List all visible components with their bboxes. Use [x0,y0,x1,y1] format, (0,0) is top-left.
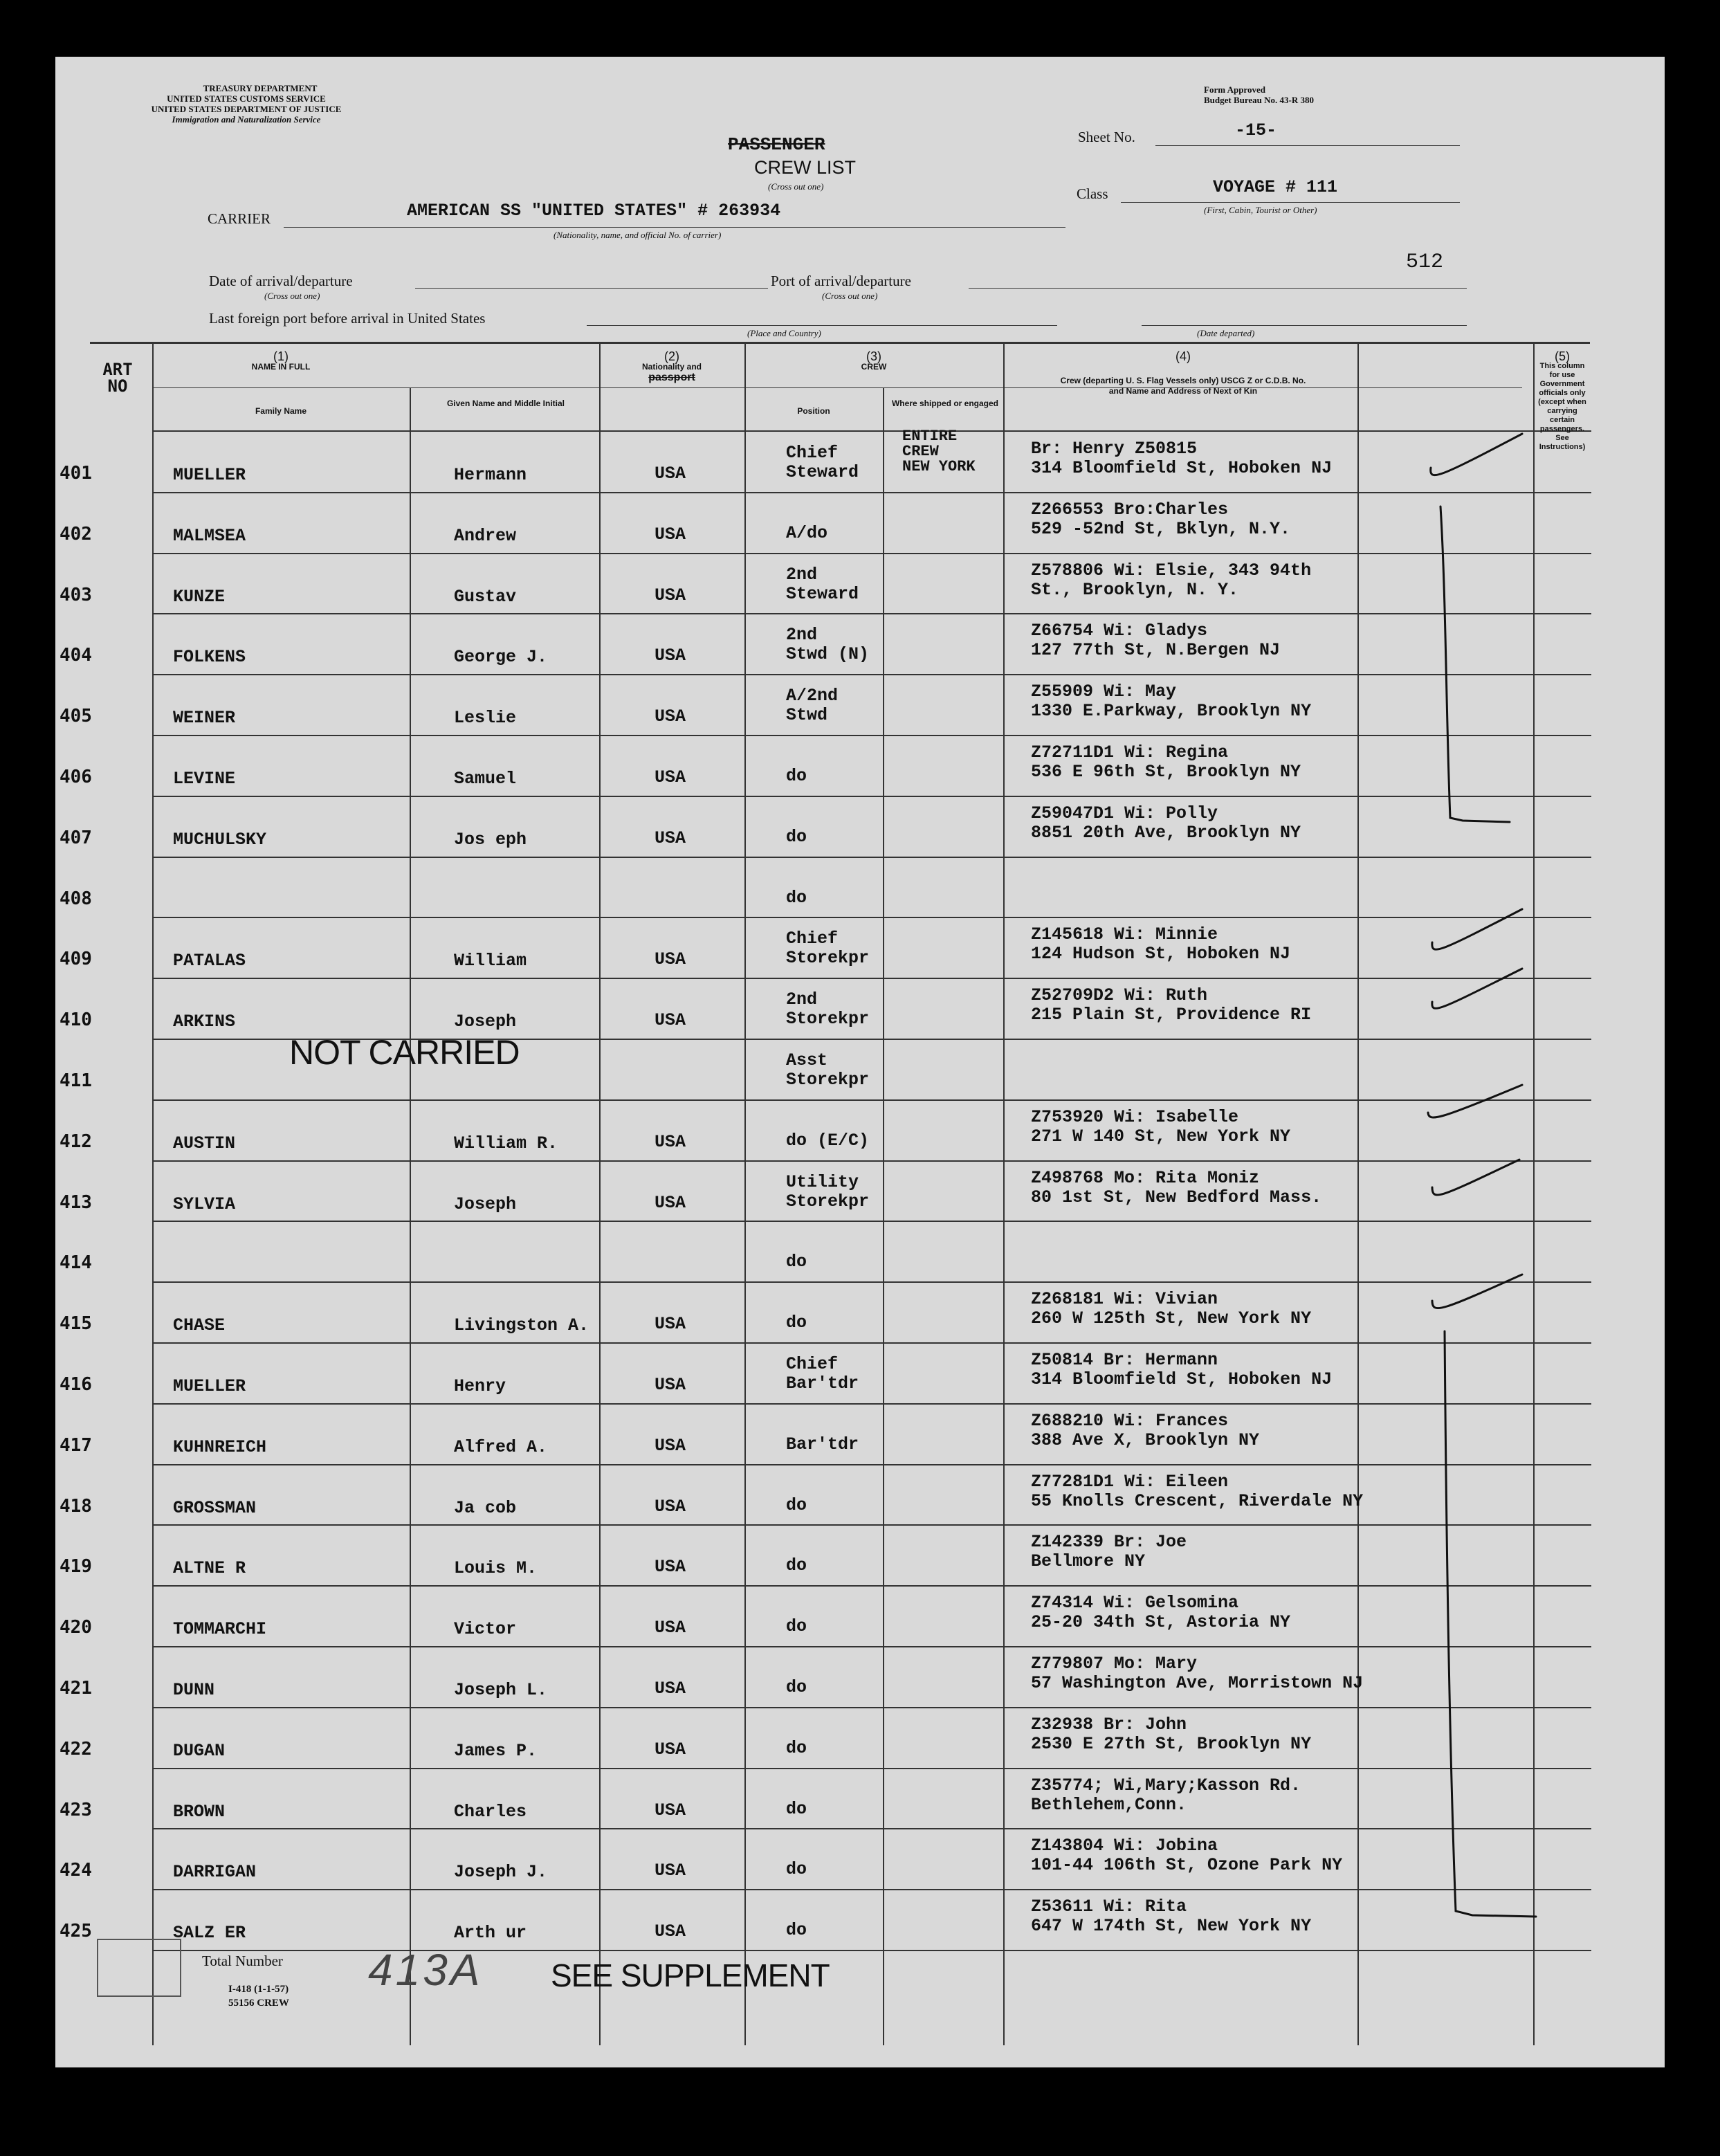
sheet-value: -15- [1235,120,1277,140]
col1-num: (1) [273,349,289,363]
position-line-2: Storekpr [786,948,870,969]
next-of-kin-line-1: Z578806 Wi: Elsie, 343 94th [1031,560,1312,581]
given-name: Livingston A. [454,1315,589,1336]
col5-title: This column for use Government officials only (except when carrying certain passengers. See Instructions) [1538,362,1586,451]
form-number: I-418 (1-1-57) [228,1984,289,1995]
family-name: CHASE [173,1315,226,1336]
row-number: 406 [60,767,92,787]
row-number: 417 [60,1434,92,1456]
next-of-kin-line-1: Z753920 Wi: Isabelle [1031,1106,1239,1127]
col3-num: (3) [866,349,881,363]
position-line-2: Storekpr [786,1070,870,1090]
given-name: Louis M. [454,1558,538,1579]
next-of-kin-line-1: Z142339 Br: Joe [1031,1532,1187,1553]
position-line-2: do [786,1677,807,1697]
next-of-kin-line-1: Z145618 Wi: Minnie [1031,924,1218,945]
row-number: 424 [60,1860,92,1881]
position-line-1: Chief [786,1354,839,1374]
given-name: Joseph [454,1012,517,1032]
col2-title: Nationality and [641,362,702,372]
given-name: Samuel [454,769,517,789]
family-name: MUELLER [173,1376,246,1396]
family-name: MALMSEA [173,525,246,546]
form-code: 55156 CREW [228,1998,289,2009]
nationality: USA [655,1375,686,1395]
given-name: Victor [454,1619,517,1640]
next-of-kin-line-1: Z59047D1 Wi: Polly [1031,803,1218,823]
art-no-label: ART NO [102,360,133,396]
where-shipped-header: Where shipped or engaged [891,399,999,408]
next-of-kin-line-2: Bethlehem,Conn. [1031,1794,1187,1815]
given-name: Gustav [454,586,517,607]
given-name: Jos eph [454,829,527,850]
row-number: 425 [60,1921,92,1942]
next-of-kin-line-2: 536 E 96th St, Brooklyn NY [1031,762,1301,782]
given-name: Andrew [454,525,517,546]
position-line-1: 2nd [786,625,818,646]
official-check-marks [55,57,1665,2067]
nationality: USA [655,1496,686,1517]
date-label: Date of arrival/departure [209,273,353,289]
next-of-kin-line-1: Z55909 Wi: May [1031,682,1177,702]
position-line-2: do (E/C) [786,1130,870,1151]
row-number: 416 [60,1374,92,1395]
page-number: 512 [1406,250,1444,274]
position-line-2: Steward [786,583,859,604]
shipped-note-line: CREW [902,443,939,460]
position-line-2: do [786,826,807,847]
not-carried-stamp: NOT CARRIED [289,1033,520,1072]
row-number: 422 [60,1738,92,1760]
port-label: Port of arrival/departure [771,273,911,289]
next-of-kin-line-1: Z268181 Wi: Vivian [1031,1289,1218,1310]
position-line-1: A/2nd [786,686,839,706]
next-of-kin-line-2: 647 W 174th St, New York NY [1031,1916,1312,1937]
family-name: MUCHULSKY [173,829,267,850]
next-of-kin-line-1: Br: Henry Z50815 [1031,439,1198,459]
handwritten-total: 413A [368,1945,483,1995]
carrier-hint: (Nationality, name, and official No. of carrier) [553,230,722,240]
col5-num: (5) [1555,349,1570,363]
nationality: USA [655,1131,686,1152]
position-line-1: Chief [786,929,839,949]
next-of-kin-line-1: Z53611 Wi: Rita [1031,1897,1187,1917]
total-number-box [97,1939,181,1997]
list-type-struck: PASSENGER [728,134,825,155]
given-name: James P. [454,1740,538,1761]
family-name: KUHNREICH [173,1436,267,1457]
family-name: KUNZE [173,586,226,607]
next-of-kin-line-2: 57 Washington Ave, Morristown NJ [1031,1673,1364,1693]
given-name: Ja cob [454,1497,517,1518]
nationality: USA [655,1679,686,1699]
col4-num: (4) [1175,349,1191,363]
next-of-kin-line-1: Z143804 Wi: Jobina [1031,1836,1218,1856]
row-number: 401 [60,463,92,484]
nationality: USA [655,585,686,605]
nationality: USA [655,706,686,727]
form-approved: Form Approved [1204,84,1265,95]
given-name: Leslie [454,708,517,729]
col2-struck: passport [648,372,695,383]
crew-list-document [55,57,1665,2067]
next-of-kin-line-1: Z52709D2 Wi: Ruth [1031,985,1208,1006]
next-of-kin-line-2: 55 Knolls Crescent, Riverdale NY [1031,1490,1364,1511]
position-line-2: do [786,1616,807,1637]
next-of-kin-line-1: Z74314 Wi: Gelsomina [1031,1593,1239,1614]
family-name-header: Family Name [255,406,307,416]
date-departed-hint: (Date departed) [1197,328,1255,338]
place-hint: (Place and Country) [747,328,821,338]
row-number: 414 [60,1252,92,1274]
agency-line: Immigration and Naturalization Service [172,114,321,125]
row-number: 415 [60,1313,92,1335]
row-number: 411 [60,1070,92,1091]
row-number: 418 [60,1495,92,1517]
given-name: Charles [454,1801,527,1822]
position-line-1: Asst [786,1050,828,1070]
family-name: SYLVIA [173,1194,236,1214]
col1-title: NAME IN FULL [251,362,311,372]
budget-bureau: Budget Bureau No. 43-R 380 [1204,95,1315,105]
position-line-2: Steward [786,462,859,482]
position-line-2: do [786,766,807,786]
last-port-label: Last foreign port before arrival in United States [209,310,486,327]
next-of-kin-line-2: 101-44 106th St, Ozone Park NY [1031,1855,1343,1876]
given-name: George J. [454,647,548,668]
row-number: 405 [60,706,92,727]
carrier-label: CARRIER [208,210,271,227]
next-of-kin-line-1: Z779807 Mo: Mary [1031,1654,1198,1674]
agency-line: UNITED STATES CUSTOMS SERVICE [167,93,326,104]
row-number: 403 [60,584,92,605]
next-of-kin-line-2: St., Brooklyn, N. Y. [1031,579,1239,600]
family-name: SALZ ER [173,1923,246,1944]
position-line-2: Stwd (N) [786,644,870,665]
next-of-kin-line-2: 260 W 125th St, New York NY [1031,1308,1312,1329]
given-name: Henry [454,1376,506,1396]
next-of-kin-line-2: 2530 E 27th St, Brooklyn NY [1031,1733,1312,1754]
row-number: 423 [60,1799,92,1820]
family-name: WEINER [173,708,236,729]
agency-line: TREASURY DEPARTMENT [203,83,318,93]
position-header: Position [797,406,830,416]
position-line-2: do [786,1252,807,1272]
nationality: USA [655,1800,686,1820]
class-label: Class [1077,185,1108,202]
row-number: 420 [60,1617,92,1638]
position-line-2: do [786,1859,807,1880]
family-name: ALTNE R [173,1558,246,1579]
given-name: William [454,951,527,971]
next-of-kin-line-2: 25-20 34th St, Astoria NY [1031,1612,1291,1633]
position-line-2: do [786,887,807,908]
row-number: 410 [60,1010,92,1031]
position-line-2: Bar'tdr [786,1373,859,1394]
next-of-kin-line-1: Z35774; Wi,Mary;Kasson Rd. [1031,1775,1301,1796]
next-of-kin-line-2: 8851 20th Ave, Brooklyn NY [1031,822,1301,843]
position-line-2: Stwd [786,705,828,726]
position-line-2: Storekpr [786,1009,870,1030]
agency-line: UNITED STATES DEPARTMENT OF JUSTICE [151,104,342,114]
cross-out-hint: (Cross out one) [768,181,824,192]
carrier-value: AMERICAN SS "UNITED STATES" # 263934 [407,201,781,221]
class-hint: (First, Cabin, Tourist or Other) [1204,205,1317,215]
family-name: ARKINS [173,1012,236,1032]
position-line-2: do [786,1313,807,1333]
nationality: USA [655,1435,686,1456]
position-line-1: 2nd [786,989,818,1010]
row-number: 419 [60,1556,92,1578]
row-number: 413 [60,1191,92,1213]
position-line-2: do [786,1495,807,1515]
col4-title: Crew (departing U. S. Flag Vessels only) USCG Z or C.D.B. No. and Name and Address of Next of Kin [1060,376,1306,396]
next-of-kin-line-2: 1330 E.Parkway, Brooklyn NY [1031,701,1312,722]
nationality: USA [655,1739,686,1760]
col2-num: (2) [664,349,679,363]
given-name: Arth ur [454,1923,527,1944]
given-name: Alfred A. [454,1436,548,1457]
family-name: GROSSMAN [173,1497,257,1518]
position-line-2: Bar'tdr [786,1434,859,1454]
nationality: USA [655,1921,686,1942]
row-number: 402 [60,523,92,545]
next-of-kin-line-1: Z32938 Br: John [1031,1714,1187,1735]
given-name: Joseph L. [454,1680,548,1700]
family-name: DARRIGAN [173,1862,257,1883]
position-line-2: do [786,1737,807,1758]
row-number: 409 [60,949,92,970]
nationality: USA [655,1618,686,1638]
given-name: William R. [454,1133,558,1153]
nationality: USA [655,464,686,484]
family-name: MUELLER [173,465,246,485]
given-name: Joseph [454,1194,517,1214]
family-name: DUGAN [173,1740,226,1761]
see-supplement-stamp: SEE SUPPLEMENT [551,1957,830,1993]
next-of-kin-line-1: Z688210 Wi: Frances [1031,1410,1229,1431]
next-of-kin-line-1: Z77281D1 Wi: Eileen [1031,1471,1229,1492]
row-number: 407 [60,827,92,848]
next-of-kin-line-1: Z266553 Bro:Charles [1031,499,1229,520]
shipped-note-line: NEW YORK [902,458,976,475]
next-of-kin-line-2: 80 1st St, New Bedford Mass. [1031,1187,1322,1207]
next-of-kin-line-2: 314 Bloomfield St, Hoboken NJ [1031,458,1333,478]
position-line-1: Chief [786,443,839,463]
family-name: DUNN [173,1680,215,1700]
family-name: FOLKENS [173,647,246,668]
col3-title: CREW [861,362,887,372]
next-of-kin-line-2: Bellmore NY [1031,1551,1146,1572]
family-name: TOMMARCHI [173,1619,267,1640]
row-number: 404 [60,645,92,666]
next-of-kin-line-2: 271 W 140 St, New York NY [1031,1126,1291,1146]
next-of-kin-line-1: Z66754 Wi: Gladys [1031,621,1208,641]
next-of-kin-line-2: 314 Bloomfield St, Hoboken NJ [1031,1369,1333,1389]
position-line-1: 2nd [786,564,818,585]
nationality: USA [655,1861,686,1881]
position-line-2: A/do [786,522,828,543]
nationality: USA [655,524,686,545]
row-number: 408 [60,888,92,909]
family-name: AUSTIN [173,1133,236,1153]
sheet-label: Sheet No. [1078,129,1135,145]
row-number: 421 [60,1678,92,1699]
given-name-header: Given Name and Middle Initial [446,399,565,408]
given-name: Joseph J. [454,1862,548,1883]
row-number: 412 [60,1131,92,1152]
family-name: LEVINE [173,769,236,789]
next-of-kin-line-1: Z72711D1 Wi: Regina [1031,742,1229,762]
nationality: USA [655,1010,686,1031]
position-line-2: do [786,1798,807,1819]
position-line-1: Utility [786,1171,859,1192]
next-of-kin-line-2: 529 -52nd St, Bklyn, N.Y. [1031,518,1291,539]
nationality: USA [655,949,686,970]
nationality: USA [655,828,686,848]
nationality: USA [655,1192,686,1213]
nationality: USA [655,1557,686,1578]
next-of-kin-line-2: 124 Hudson St, Hoboken NJ [1031,944,1291,965]
nationality: USA [655,646,686,666]
nationality: USA [655,767,686,787]
next-of-kin-line-1: Z50814 Br: Hermann [1031,1350,1218,1370]
position-line-2: Storekpr [786,1191,870,1212]
class-value: VOYAGE # 111 [1213,177,1338,197]
family-name: BROWN [173,1801,226,1822]
shipped-note-line: ENTIRE [902,428,958,445]
next-of-kin-line-2: 215 Plain St, Providence RI [1031,1005,1312,1025]
next-of-kin-line-2: 127 77th St, N.Bergen NJ [1031,640,1281,661]
next-of-kin-line-2: 388 Ave X, Brooklyn NY [1031,1429,1260,1450]
next-of-kin-line-1: Z498768 Mo: Rita Moniz [1031,1167,1260,1188]
given-name: Hermann [454,465,527,485]
port-hint: (Cross out one) [822,291,878,301]
position-line-2: do [786,1920,807,1941]
nationality: USA [655,1314,686,1335]
total-number-label: Total Number [202,1953,283,1969]
date-hint: (Cross out one) [264,291,320,301]
family-name: PATALAS [173,951,246,971]
list-title: CREW LIST [754,157,857,178]
position-line-2: do [786,1555,807,1576]
